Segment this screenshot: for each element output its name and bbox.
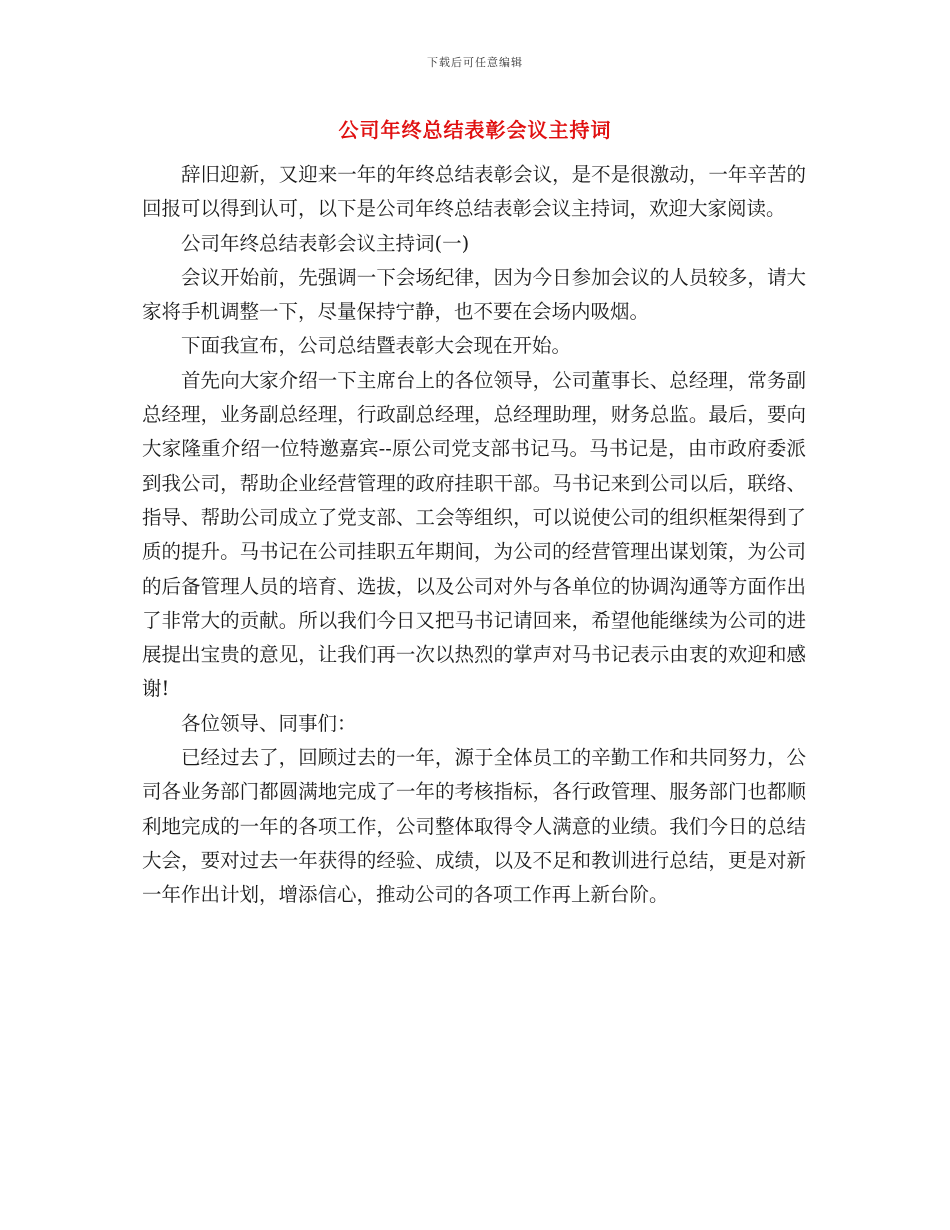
header-note: 下载后可任意编辑 <box>427 56 523 69</box>
document-body <box>142 158 806 913</box>
paragraph-discipline: 会议开始前，先强调一下会场纪律，因为今日参加会议的人员较多，请大家将手机调整一下，尽量保持宁静，也不要在会场内吸烟。 <box>142 265 806 324</box>
paragraph-review: 已经过去了，回顾过去的一年，源于全体员工的辛勤工作和共同努力，公司各业务部门都圆满地完成了一年的考核指标，各行政管理、服务部门也都顺利地完成的一年的各项工作，公司整体取得令人满意的业绩。我们今日的总结大会，要对过去一年获得的经验、成绩，以及不足和教训进行总结，更是对新一年作出计划，增添信心，推动公司的各项工作再上新台阶。 <box>142 746 806 907</box>
paragraph-greeting: 各位领导、同事们： <box>181 711 357 735</box>
paragraph-introductions: 首先向大家介绍一下主席台上的各位领导，公司董事长、总经理，常务副总经理，业务副总经理，行政副总经理，总经理助理，财务总监。最后，要向大家隆重介绍一位特邀嘉宾--原公司党支部书记马。马书记是，由市政府委派到我公司，帮助企业经营管理的政府挂职干部。马书记来到公司以后，联络、指导、帮助公司成立了党支部、工会等组织，可以说使公司的组织框架得到了质的提升。马书记在公司挂职五年期间，为公司的经营管理出谋划策，为公司的后备管理人员的培育、选拔，以及公司对外与各单位的协调沟通等方面作出了非常大的贡献。所以我们今日又把马书记请回来，希望他能继续为公司的进展提出宝贵的意见，让我们再一次以热烈的掌声对马书记表示由衷的欢迎和感谢! <box>142 368 806 701</box>
paragraph-section-heading: 公司年终总结表彰会议主持词(一) <box>181 231 470 255</box>
paragraph-intro: 辞旧迎新，又迎来一年的年终总结表彰会议，是不是很激动，一年辛苦的回报可以得到认可，以下是公司年终总结表彰会议主持词，欢迎大家阅读。 <box>142 163 806 221</box>
document-title: 公司年终总结表彰会议主持词 <box>338 118 612 142</box>
paragraph-announcement: 下面我宣布，公司总结暨表彰大会现在开始。 <box>181 334 572 358</box>
